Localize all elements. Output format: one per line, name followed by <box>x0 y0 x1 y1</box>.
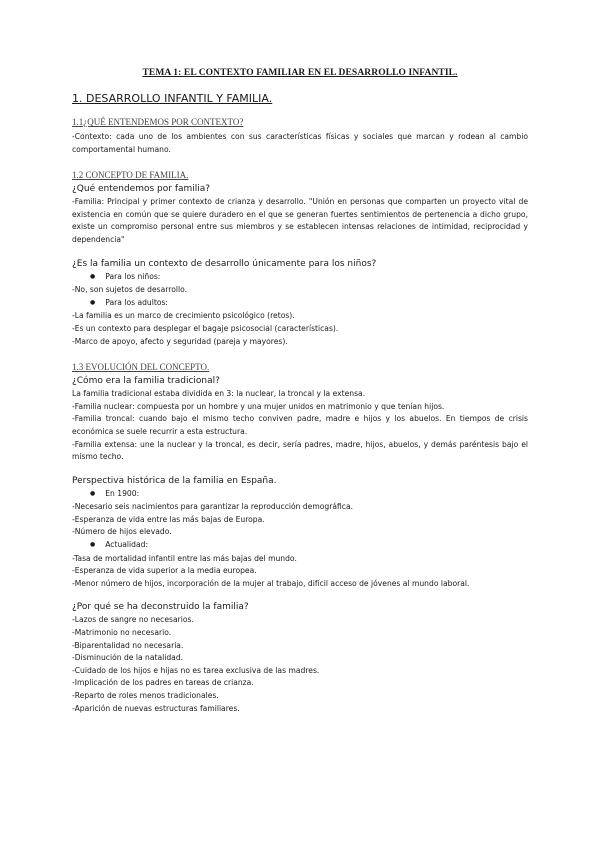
list-line: -Lazos de sangre no necesarios. <box>72 615 194 625</box>
paragraph: -Familia: Principal y primer contexto de crianza y desarrollo. "Unión en personas que comparten un proyecto vital de existencia en común que se quiere duradero en el que se generan fuertes sentimientos de pertenencia a dicho grupo, existe un compromiso personal entre sus miembros y se establecen intensas relaciones de intimidad, reciprocidad y dependencia" <box>72 197 528 244</box>
bullet-item: ● Actualidad: <box>72 539 528 553</box>
list-line: -Marco de apoyo, afecto y seguridad (pareja y mayores). <box>72 336 288 346</box>
bullet-item: ● Para los adultos: <box>72 297 528 311</box>
subsection-1-2-heading: 1.2 CONCEPTO DE FAMILIA. <box>72 170 189 181</box>
list-line: -Reparto de roles menos tradicionales. <box>72 691 219 700</box>
list-line: -Familia troncal: cuando bajo el mismo techo conviven padre, madre e hijos y los abuelos. En tiempos de crisis económica se suele recurrir a esta estructura. <box>72 414 528 436</box>
list-line: -Biparentalidad no necesaria. <box>72 640 184 650</box>
question-heading: ¿Es la familia un contexto de desarrollo únicamente para los niños? <box>72 258 377 269</box>
subsection-1-3-heading: 1.3 EVOLUCIÓN DEL CONCEPTO. <box>72 362 210 373</box>
question-heading: ¿Cómo era la familia tradicional? <box>72 376 220 387</box>
list-line: -Esperanza de vida superior a la media europea. <box>72 566 257 576</box>
list-line: -Es un contexto para desplegar el bagaje psicosocial (características). <box>72 323 339 333</box>
list-line: -Esperanza de vida entre las más bajas de Europa. <box>72 514 265 524</box>
list-line: -Cuidado de los hijos e hijas no es tarea exclusiva de las madres. <box>72 665 320 675</box>
document-page <box>72 68 528 715</box>
document-title: TEMA 1: EL CONTEXTO FAMILIAR EN EL DESARROLLO INFANTIL. <box>142 68 458 78</box>
list-line: -Aparición de nuevas estructuras familiares. <box>72 703 240 713</box>
bullet-item: ● En 1900: <box>72 488 528 502</box>
paragraph: -Contexto: cada uno de los ambientes con sus características físicas y sociales que marcan y rodean al cambio comportamental humano. <box>72 132 528 154</box>
subsection-1-1-heading: 1.1¿QUÉ ENTENDEMOS POR CONTEXTO? <box>72 117 244 127</box>
list-line: -Menor número de hijos, incorporación de la mujer al trabajo, difícil acceso de jóvenes al mundo laboral. <box>72 578 470 588</box>
bullet-item: ● Para los niños: <box>72 271 528 285</box>
list-line: La familia tradicional estaba dividida en 3: la nuclear, la troncal y la extensa. <box>72 389 366 399</box>
list-line: -No, son sujetos de desarrollo. <box>72 285 188 295</box>
list-line: -Familia extensa: une la nuclear y la troncal, es decir, sería padres, madre, hijos, abuelos, y demás paréntesis bajo el mismo techo. <box>72 439 528 462</box>
question-heading: ¿Qué entendemos por familia? <box>72 184 211 195</box>
list-line: -La familia es un marco de crecimiento psicológico (retos). <box>72 311 295 321</box>
list-line: -Implicación de los padres en tareas de crianza. <box>72 678 254 688</box>
section-1-heading: 1. DESARROLLO INFANTIL Y FAMILIA. <box>72 92 273 105</box>
question-heading: ¿Por qué se ha deconstruido la familia? <box>72 602 249 613</box>
list-line: -Tasa de mortalidad infantil entre las más bajas del mundo. <box>72 553 297 563</box>
list-line: -Necesario seis nacimientos para garantizar la reproducción demográfica. <box>72 502 354 512</box>
list-line: -Familia nuclear: compuesta por un hombre y una mujer unidos en matrimonio y que tenían hijos. <box>72 401 445 411</box>
question-heading: Perspectiva histórica de la familia en España. <box>72 475 277 486</box>
list-line: -Disminución de la natalidad. <box>72 653 184 663</box>
list-line: -Número de hijos elevado. <box>72 527 172 537</box>
list-line: -Matrimonio no necesario. <box>72 628 172 638</box>
